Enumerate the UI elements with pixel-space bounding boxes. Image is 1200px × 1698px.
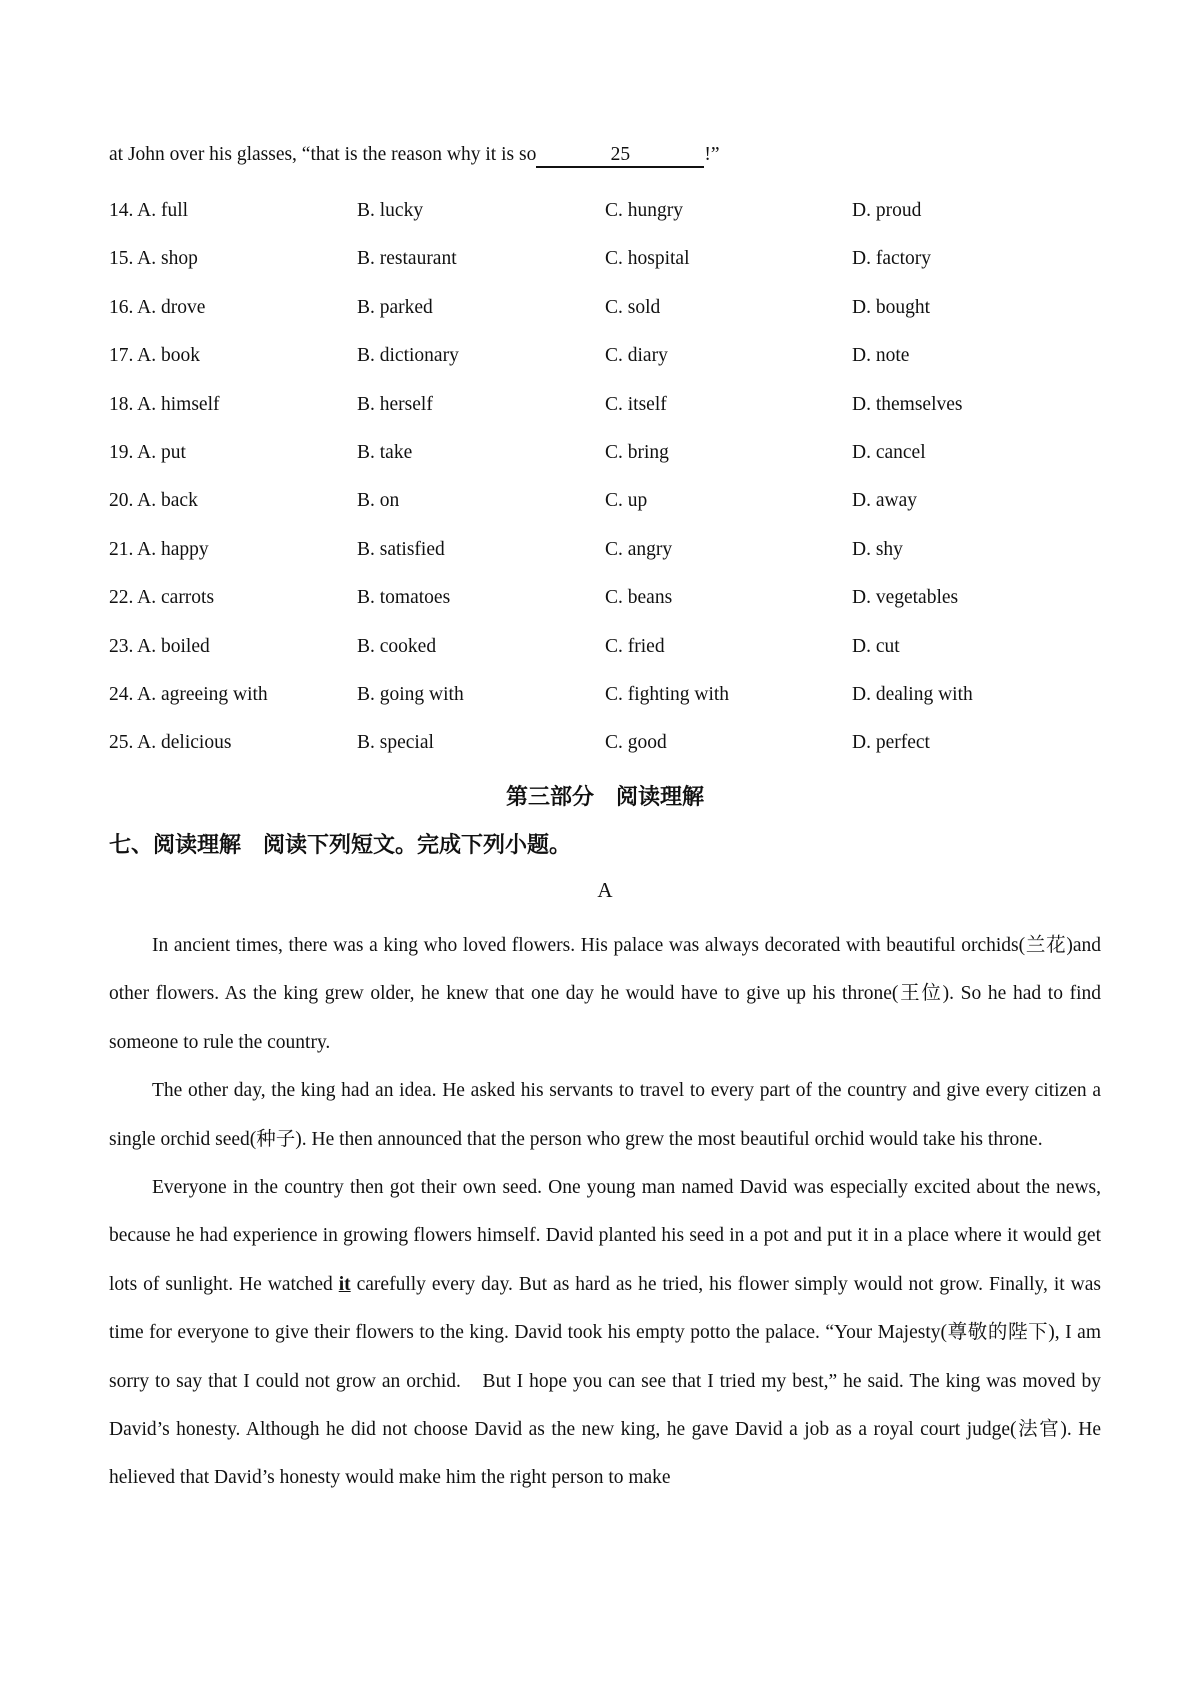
option-a: 18. A. himself [109,393,220,415]
option-a: 23. A. boiled [109,635,210,657]
option-b: B. cooked [357,635,437,657]
option-row [109,297,1099,345]
option-c: C. fried [605,635,665,657]
option-a: 17. A. book [109,345,201,367]
option-a: 19. A. put [109,441,186,463]
option-c: C. itself [605,393,667,415]
option-b: B. tomatoes [357,587,451,609]
paragraph-3-text-start: Everyone in the country then got their own seed. One young man named David was especially excited about the news, because he had experience in growing flowers himself. David planted his seed in a pot and put it in a place where it would get lots of sunlight. He watched [109,1177,1101,1295]
option-row [109,248,1099,296]
option-b: B. dictionary [357,345,459,367]
option-a: 25. A. delicious [109,732,232,754]
option-row [109,539,1099,587]
option-c: C. angry [605,538,673,560]
options-table [109,200,1099,781]
option-d: D. shy [852,538,903,560]
option-d: D. cut [852,635,900,657]
reading-passage [109,922,1101,1503]
passage-paragraph-1: In ancient times, there was a king who loved flowers. His palace was always decorated with beautiful orchids(兰花)and other flowers. As the king grew older, he knew that one day he would have to give up his throne(王位). So he had to find someone to rule the country. [109,935,1101,1053]
option-c: C. sold [605,296,661,318]
option-c: C. bring [605,441,669,463]
passage-label: A [597,878,613,902]
option-a: 15. A. shop [109,248,198,270]
option-a: 20. A. back [109,490,198,512]
underlined-word: it [338,1273,351,1295]
option-d: D. vegetables [852,587,959,609]
option-a: 14. A. full [109,200,189,221]
option-a: 21. A. happy [109,538,209,560]
option-a: 16. A. drove [109,296,206,318]
option-row [109,490,1099,538]
section-title: 七、阅读理解 阅读下列短文。完成下列小题。 [109,833,572,858]
option-c: C. up [605,490,648,512]
cloze-tail-text: at John over his glasses, “that is the reason why it is so [109,144,537,165]
option-b: B. lucky [357,200,424,221]
option-row [109,636,1099,684]
option-d: D. note [852,345,910,367]
option-a: 24. A. agreeing with [109,683,268,705]
option-c: C. good [605,732,667,754]
option-b: B. special [357,732,434,754]
option-d: D. cancel [852,441,926,463]
option-d: D. away [852,490,917,512]
option-row [109,394,1099,442]
option-row [109,345,1099,393]
option-b: B. parked [357,296,433,318]
option-d: D. dealing with [852,683,973,705]
option-b: B. satisfied [357,538,445,560]
option-b: B. restaurant [357,248,457,270]
option-b: B. take [357,441,413,463]
option-b: B. herself [357,393,433,415]
cloze-blank-25: 25 [536,144,704,168]
option-row [109,587,1099,635]
option-c: C. fighting with [605,683,730,705]
option-d: D. proud [852,200,922,221]
option-d: D. perfect [852,732,930,754]
part-title: 第三部分 阅读理解 [505,785,704,810]
option-row [109,442,1099,490]
option-d: D. factory [852,248,932,270]
passage-paragraph-2: The other day, the king had an idea. He asked his servants to travel to every part of the country and give every citizen a single orchid seed(种子). He then announced that the person who grew the most beautiful orchid would take his throne. [109,1080,1101,1150]
option-row [109,200,1099,248]
option-a: 22. A. carrots [109,587,215,609]
option-c: C. hungry [605,200,683,221]
option-b: B. going with [357,683,464,705]
cloze-tail-line [109,144,1099,168]
option-c: C. diary [605,345,668,367]
option-c: C. hospital [605,248,690,270]
paragraph-3-text-end: carefully every day. But as hard as he tried, his flower simply would not grow. Finally, it was time for everyone to give their flowers to the king. David took his empty potto the palace. “Your Majesty(尊敬的陛下), I am sorry to say that I could not grow an orchid. But I hope you can see that I tried my best,” he said. The king was moved by David’s honesty. Although he did not choose David as the new king, he gave David a job as a royal court judge(法官). He helieved that David’s honesty would make him the right person to make [109,1273,1101,1489]
option-row [109,684,1099,732]
option-b: B. on [357,490,400,512]
option-d: D. bought [852,296,930,318]
passage-paragraph-3 [109,1164,1101,1503]
option-c: C. beans [605,587,673,609]
cloze-tail-end: !” [704,144,720,165]
option-d: D. themselves [852,393,963,415]
option-row [109,732,1099,780]
